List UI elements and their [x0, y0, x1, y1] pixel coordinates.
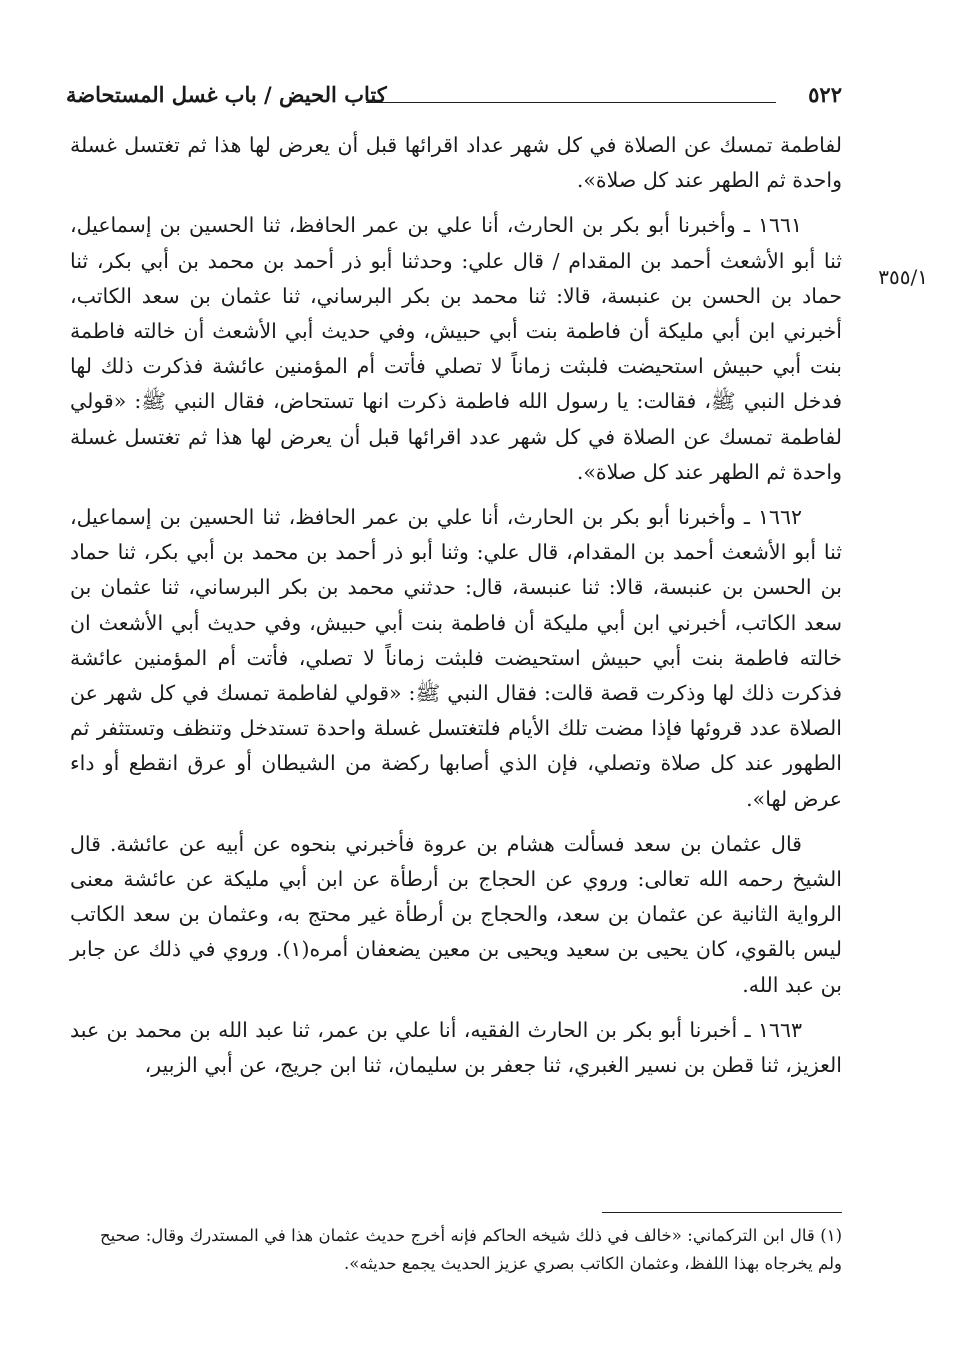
footnotes: [100, 1222, 842, 1278]
main-text: [70, 128, 842, 1093]
hadith-1661: ١٦٦١ ـ وأخبرنا أبو بكر بن الحارث، أنا علي بن عمر الحافظ، ثنا الحسين بن إسماعيل، ثنا أبو الأشعث أحمد بن المقدام / قال علي: وحدثنا أبو ذر أحمد بن محمد بن أبي بكر، ثنا حماد بن الحسن بن عنبسة، قالا: ثنا محمد بن بكر البرساني، ثنا عثمان بن سعد الكاتب، أخبرني ابن أبي مليكة أن فاطمة بنت أبي حبيش، وفي حديث أبي الأشعث أن خالته فاطمة بنت أبي حبيش استحيضت فلبثت زماناً لا تصلي فأتت أم المؤمنين عائشة فذكرت ذلك لها فدخل النبي ﷺ، فقالت: يا رسول الله فاطمة ذكرت انها تستحاض، فقال النبي ﷺ: «قولي لفاطمة تمسك عن الصلاة في كل شهر عدد اقرائها قبل أن يعرض لها هذا ثم تغتسل غسلة واحدة ثم الطهر عند كل صلاة».: [70, 213, 842, 484]
hadith-1662: ١٦٦٢ ـ وأخبرنا أبو بكر بن الحارث، أنا علي بن عمر الحافظ، ثنا الحسين بن إسماعيل، ثنا أبو الأشعث أحمد بن المقدام، قال علي: وثنا أبو ذر أحمد بن محمد بن أبي بكر، ثنا حماد بن الحسن بن عنبسة، قالا: ثنا عنبسة، قال: حدثني محمد بن بكر البرساني، ثنا عثمان بن سعد الكاتب، أخبرني ابن أبي مليكة أن فاطمة بنت أبي حبيش، وفي حديث أبي الأشعث ان خالته فاطمة بنت أبي حبيش استحيضت فلبثت زماناً لا تصلي، فأتت أم المؤمنين عائشة فذكرت ذلك لها وذكرت قصة قالت: فقال النبي ﷺ: «قولي لفاطمة تمسك في كل شهر عن الصلاة عدد قروئها فإذا مضت تلك الأيام فلتغتسل غسلة واحدة تستدخل وتنظف وتستثفر ثم الطهور عند كل صلاة وتصلي، فإن الذي أصابها ركضة من الشيطان أو عرق انقطع أو داء عرض لها».: [70, 505, 842, 811]
footnote-separator: [602, 1212, 842, 1213]
hadith-1663: ١٦٦٣ ـ أخبرنا أبو بكر بن الحارث الفقيه، أنا علي بن عمر، ثنا عبد الله بن محمد بن عبد العزيز، ثنا قطن بن نسير الغبري، ثنا جعفر بن سليمان، ثنا ابن جريج، عن أبي الزبير،: [70, 1017, 842, 1078]
page-header: [66, 80, 842, 114]
commentary-paragraph: قال عثمان بن سعد فسألت هشام بن عروة فأخبرني بنحوه عن أبيه عن عائشة. قال الشيخ رحمه الله تعالى: وروي عن الحجاج بن أرطأة عن ابن أبي مليكة عن عائشة معنى الرواية الثانية عن عثمان بن سعد، والحجاج بن أرطأة غير محتج به، وعثمان بن سعد الكاتب ليس بالقوي، كان يحيى بن سعيد ويحيى بن معين يضعفان أمره(١). وروي في ذلك عن جابر بن عبد الله.: [70, 831, 843, 997]
header-rule: [366, 102, 776, 103]
footnote-1: (١) قال ابن التركماني: «خالف في ذلك شيخه الحاكم فإنه أخرج حديث عثمان هذا في المستدرك وقال: صحيح ولم يخرجاه بهذا اللفظ، وعثمان الكاتب بصري عزيز الحديث يجمع حديثه».: [100, 1226, 842, 1273]
margin-reference: ٣٥٥/١: [878, 265, 928, 289]
running-title: كتاب الحيض / باب غسل المستحاضة: [66, 82, 387, 107]
paragraph-continuation: لفاطمة تمسك عن الصلاة في كل شهر عداد اقرائها قبل أن يعرض لها هذا ثم تغتسل غسلة واحدة ثم الطهر عند كل صلاة».: [70, 133, 842, 193]
page-number: ٥٢٢: [808, 82, 842, 107]
